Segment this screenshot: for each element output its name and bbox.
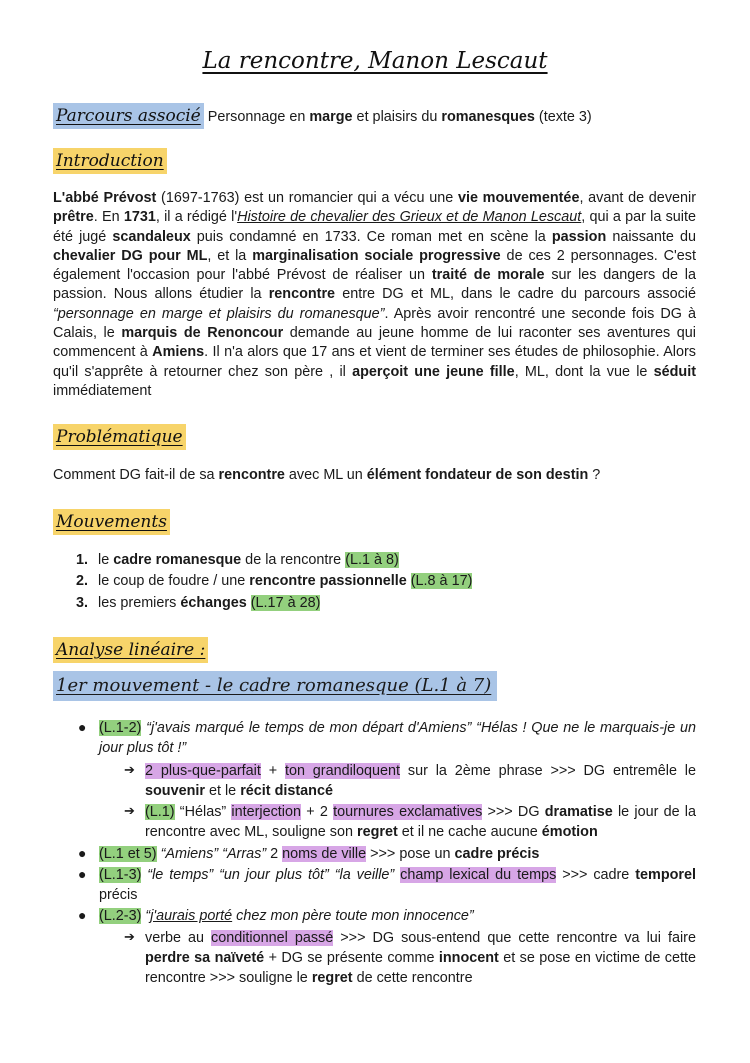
intro-segment: Histoire de chevalier des Grieux et de Manon Lescaut: [237, 209, 582, 226]
line-ref: (L.8 à 17): [410, 573, 473, 589]
intro-segment: rencontre: [268, 286, 336, 303]
parcours-bold: romanesques: [441, 109, 535, 125]
arrow-item: verbe au conditionnel passé >>> DG sous-entend que cette rencontre va lui faire perdre sa naïveté + DG se présente comme innocent et se pose en victime de cette rencontre >>> souligne le regret de cette rencontre: [145, 930, 696, 986]
arrow-item: 2 plus-que-parfait + ton grandiloquent sur la 2ème phrase >>> DG entremêle le souvenir et le récit distancé: [145, 763, 696, 799]
intro-segment: puis condamné en 1733. Ce roman met en scène la: [190, 228, 552, 245]
intro-segment: . Après avoir rencontré une seconde fois DG à Calais, le: [53, 305, 696, 342]
problematique-heading-wrap: [53, 424, 186, 450]
introduction-paragraph: [53, 189, 696, 401]
intro-segment: entre DG et ML, dans le cadre du parcours associé: [335, 286, 696, 303]
intro-segment: , avant de devenir: [579, 190, 697, 206]
intro-segment: de ces 2 personnages. C'est également l'occasion pour l'abbé Prévost de réaliser un: [53, 247, 696, 284]
intro-segment: , il a rédigé l': [155, 209, 238, 226]
bullet-item: (L.1-2) “j'avais marqué le temps de mon départ d'Amiens” “Hélas ! Que ne le marquais-je un jour plus tôt !”: [99, 720, 696, 756]
intro-segment: passion: [551, 228, 607, 245]
bullet-item: (L.1-3) “le temps” “un jour plus tôt” “la veille” champ lexical du temps >>> cadre temporel précis: [99, 867, 697, 903]
arrow-icon: ➔: [124, 929, 135, 944]
bullet-icon: ●: [78, 907, 87, 923]
intro-segment: marquis de Renoncour: [121, 325, 284, 342]
analyse-heading-wrap: [53, 637, 208, 663]
intro-segment: séduit: [653, 363, 696, 380]
intro-segment: aperçoit une jeune fille: [352, 363, 515, 380]
mouvements-heading-wrap: [53, 509, 170, 535]
mouvement-1-heading: 1er mouvement - le cadre romanesque (L.1 à 7): [53, 671, 497, 701]
problematique-text: Comment DG fait-il de sa rencontre avec ML un élément fondateur de son destin ?: [53, 467, 601, 483]
mouvement-1-heading-wrap: [53, 671, 497, 701]
intro-segment: scandaleux: [112, 228, 191, 245]
list-item: 2. le coup de foudre / une rencontre passionnelle (L.8 à 17): [76, 573, 473, 589]
arrow-icon: ➔: [124, 762, 135, 777]
problematique-heading: Problématique: [53, 424, 186, 450]
intro-segment: marginalisation sociale progressive: [252, 247, 501, 264]
page-title: La rencontre, Manon Lescaut: [202, 48, 548, 74]
intro-segment: immédiatement: [53, 382, 152, 399]
intro-segment: chevalier DG pour ML: [53, 247, 208, 264]
intro-segment: sur les dangers de la passion. Nous allons étudier la: [53, 267, 697, 303]
intro-segment: , et la: [207, 247, 253, 264]
intro-segment: naissante du: [606, 228, 696, 245]
intro-segment: . Il n'a alors que 17 ans et vient de terminer ses études de philosophie. Alors qu'il s'apprête à retourner chez son père , il: [53, 344, 696, 380]
parcours-text: (texte 3): [534, 109, 592, 125]
line-ref: (L.1 à 8): [345, 552, 399, 568]
list-item: 1. le cadre romanesque de la rencontre (L.1 à 8): [76, 552, 399, 568]
intro-segment: L'abbé Prévost: [53, 190, 157, 206]
intro-segment: vie mouvementée: [457, 190, 580, 206]
intro-segment: . En: [93, 209, 124, 226]
parcours-line: [53, 103, 592, 129]
intro-segment: Amiens: [152, 344, 205, 361]
intro-segment: prêtre: [53, 209, 94, 226]
analyse-heading: Analyse linéaire :: [53, 637, 208, 663]
intro-segment: 1731: [123, 209, 156, 226]
bullet-icon: ●: [78, 866, 87, 882]
parcours-text: Personnage en: [207, 109, 310, 125]
parcours-bold: marge: [309, 109, 353, 125]
introduction-heading: Introduction: [53, 148, 167, 174]
list-item: 3. les premiers échanges (L.17 à 28): [76, 595, 321, 611]
parcours-heading: Parcours associé: [53, 103, 204, 129]
intro-segment: “personnage en marge et plaisirs du romanesque”: [53, 305, 385, 322]
mouvements-heading: Mouvements: [53, 509, 170, 535]
bullet-icon: ●: [78, 845, 87, 861]
intro-segment: (1697-1763) est un romancier qui a vécu une: [156, 190, 458, 206]
bullet-item: (L.1 et 5) “Amiens” “Arras” 2 noms de ville >>> pose un cadre précis: [99, 846, 540, 862]
intro-segment: traité de morale: [431, 267, 545, 284]
arrow-item: (L.1) “Hélas” interjection + 2 tournures exclamatives >>> DG dramatise le jour de la rencontre avec ML, souligne son regret et il ne cache aucune émotion: [145, 804, 697, 840]
bullet-item: (L.2-3) “j'aurais porté chez mon père toute mon innocence”: [99, 908, 474, 924]
intro-segment: demande au jeune homme de lui raconter ses aventures qui commencent à: [53, 325, 696, 361]
intro-segment: , ML, dont la vue le: [514, 363, 654, 380]
intro-segment: , qui a par la suite été jugé: [53, 209, 696, 245]
line-ref: (L.17 à 28): [250, 595, 321, 611]
arrow-icon: ➔: [124, 803, 135, 818]
parcours-text: et plaisirs du: [352, 109, 442, 125]
bullet-icon: ●: [78, 719, 87, 735]
introduction-heading-wrap: [53, 148, 167, 174]
